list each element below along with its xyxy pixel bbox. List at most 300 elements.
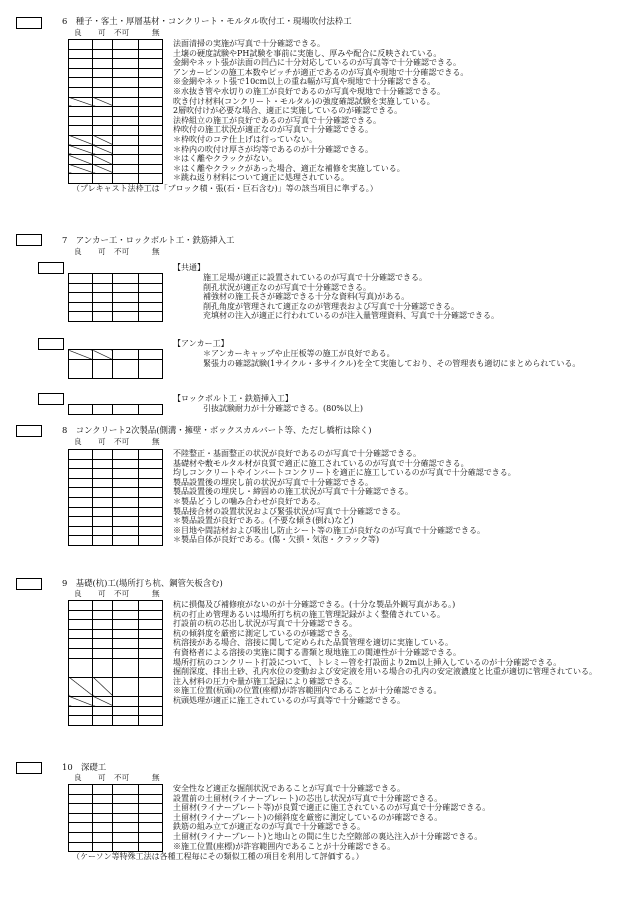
rating-cell-fuka[interactable] (113, 145, 139, 155)
rating-cell-ryo[interactable] (69, 59, 93, 69)
rating-cell-ryo[interactable] (69, 620, 93, 630)
rating-cell-ka[interactable] (93, 785, 113, 795)
checklist-item: 注入材料の圧力や量が施工記録により確認できる。 (173, 676, 357, 686)
col-header-ka: 可 (98, 773, 106, 782)
rating-cell-fuka[interactable] (113, 126, 139, 136)
rating-cell-mu[interactable] (139, 832, 163, 842)
rating-cell-mu[interactable] (139, 677, 163, 696)
rating-cell-ryo[interactable] (69, 601, 93, 611)
rating-row (69, 135, 163, 145)
rating-cell-mu[interactable] (139, 497, 163, 507)
rating-cell-fuka[interactable] (113, 359, 139, 378)
rating-cell-ryo[interactable] (69, 312, 93, 322)
rating-cell-ka[interactable] (93, 813, 113, 823)
col-header-fuka: 不可 (114, 437, 130, 446)
rating-cell-ka[interactable] (93, 40, 113, 50)
rating-row (69, 716, 163, 726)
rating-cell-mu[interactable] (139, 469, 163, 479)
rating-cell-fuka[interactable] (113, 813, 139, 823)
section-6-rating-grid[interactable] (68, 39, 163, 184)
rating-cell-fuka[interactable] (113, 526, 139, 536)
rating-cell-fuka[interactable] (113, 677, 139, 696)
col-header-mu: 無 (152, 247, 160, 256)
col-header-ka: 可 (98, 28, 106, 37)
rating-cell-ryo[interactable] (69, 87, 93, 97)
rating-cell-mu[interactable] (139, 293, 163, 303)
rating-cell-fuka[interactable] (113, 823, 139, 833)
checklist-item: 設置前の土留材(ライナープレート)の芯出し状況が写真で十分確認できる。 (173, 793, 443, 803)
rating-cell-ryo[interactable] (69, 706, 93, 716)
rating-cell-ryo[interactable] (69, 658, 93, 677)
checklist-item: ※目地や間詰材および吸出し防止シート等の施工が良好なのが写真で十分確認できる。 (173, 525, 485, 535)
rating-row (69, 283, 163, 293)
rating-cell-ryo[interactable] (69, 174, 93, 184)
rating-cell-mu[interactable] (139, 274, 163, 284)
rating-cell-ryo[interactable] (69, 155, 93, 165)
checklist-item: 緊張力の確認試験(1サイクル・多サイクル)を全て実施しており、その管理表も適切にまとめられている。 (203, 358, 581, 368)
rating-cell-ka[interactable] (93, 794, 113, 804)
rating-cell-fuka[interactable] (113, 601, 139, 611)
section-7-rockbolt-label: 【ロックボルト工・鉄筋挿入工】 (173, 394, 293, 403)
rating-cell-mu[interactable] (139, 350, 163, 360)
rating-cell-mu[interactable] (139, 648, 163, 658)
rating-cell-fuka[interactable] (113, 629, 139, 639)
rating-cell-ka[interactable] (93, 302, 113, 312)
checklist-item: 製品接合材の設置状況および緊張状況が写真で十分確認できる。 (173, 506, 405, 516)
rating-cell-fuka[interactable] (113, 87, 139, 97)
rating-cell-fuka[interactable] (113, 40, 139, 50)
rating-cell-ryo[interactable] (69, 610, 93, 620)
rating-cell-fuka[interactable] (113, 648, 139, 658)
rating-cell-mu[interactable] (139, 478, 163, 488)
rating-cell-ryo[interactable] (69, 459, 93, 469)
rating-cell-ryo[interactable] (69, 507, 93, 517)
section-9-rating-grid[interactable] (68, 600, 163, 726)
rating-cell-ka[interactable] (93, 405, 113, 415)
checklist-item: 均しコンクリートやインバートコンクリートを適正に施工しているのが写真で十分確認できる。 (173, 468, 516, 478)
section-6-items (173, 39, 468, 183)
rating-cell-ka[interactable] (93, 116, 113, 126)
rating-cell-fuka[interactable] (113, 497, 139, 507)
rating-cell-mu[interactable] (139, 706, 163, 716)
checklist-item: 引抜試験耐力が十分確認できる。(80%以上) (203, 404, 364, 413)
rating-cell-ka[interactable] (93, 312, 113, 322)
rating-cell-fuka[interactable] (113, 97, 139, 107)
rating-cell-mu[interactable] (139, 116, 163, 126)
rating-cell-ryo[interactable] (69, 832, 93, 842)
checklist-item: ＊枠吹付のコテ仕上げは行っていない。 (173, 134, 317, 144)
rating-cell-ryo[interactable] (69, 517, 93, 527)
rating-cell-ka[interactable] (93, 804, 113, 814)
rating-cell-fuka[interactable] (113, 283, 139, 293)
section-7-rockbolt-box[interactable] (38, 393, 64, 405)
rating-row (69, 517, 163, 527)
rating-cell-ka[interactable] (93, 107, 113, 117)
rating-cell-fuka[interactable] (113, 49, 139, 59)
rating-row (69, 78, 163, 88)
rating-cell-fuka[interactable] (113, 696, 139, 706)
rating-cell-fuka[interactable] (113, 794, 139, 804)
rating-cell-ka[interactable] (93, 507, 113, 517)
rating-row (69, 68, 163, 78)
rating-cell-mu[interactable] (139, 488, 163, 498)
rating-cell-ryo[interactable] (69, 49, 93, 59)
checklist-item: 製品設置後の埋戻し前の状況が写真で十分確認できる。 (173, 477, 373, 487)
rating-cell-ryo[interactable] (69, 405, 93, 415)
rating-cell-mu[interactable] (139, 629, 163, 639)
rating-cell-mu[interactable] (139, 145, 163, 155)
rating-cell-ka[interactable] (93, 610, 113, 620)
rating-cell-ryo[interactable] (69, 293, 93, 303)
rating-row (69, 350, 163, 360)
rating-cell-ka[interactable] (93, 478, 113, 488)
rating-cell-ryo[interactable] (69, 648, 93, 658)
rating-cell-mu[interactable] (139, 359, 163, 378)
checklist-item: 安全性など適正な掘削状況であることが写真で十分確認できる。 (173, 784, 405, 793)
rating-cell-mu[interactable] (139, 302, 163, 312)
rating-row (69, 107, 163, 117)
rating-cell-ryo[interactable] (69, 97, 93, 107)
rating-cell-ryo[interactable] (69, 804, 93, 814)
rating-cell-fuka[interactable] (113, 59, 139, 69)
rating-cell-mu[interactable] (139, 59, 163, 69)
checklist-item: 充填材の注入が適正に行われているのが注入量管理資料、写真で十分確認できる。 (203, 311, 499, 321)
rating-cell-ka[interactable] (93, 658, 113, 677)
section-10-score-box[interactable] (16, 762, 42, 774)
rating-cell-ka[interactable] (93, 164, 113, 174)
rating-cell-ka[interactable] (93, 497, 113, 507)
rating-cell-mu[interactable] (139, 459, 163, 469)
rating-cell-mu[interactable] (139, 40, 163, 50)
rating-cell-mu[interactable] (139, 785, 163, 795)
rating-cell-ka[interactable] (93, 68, 113, 78)
checklist-item: ＊製品自体が良好である。(傷・欠損・気泡・クラック等) (173, 535, 380, 545)
rating-row (69, 40, 163, 50)
rating-cell-ryo[interactable] (69, 478, 93, 488)
rating-cell-fuka[interactable] (113, 488, 139, 498)
rating-cell-fuka[interactable] (113, 517, 139, 527)
rating-cell-mu[interactable] (139, 78, 163, 88)
rating-cell-mu[interactable] (139, 696, 163, 706)
rating-cell-ryo[interactable] (69, 497, 93, 507)
section-7-anchor-box[interactable] (38, 338, 64, 350)
rating-row (69, 405, 163, 415)
rating-cell-fuka[interactable] (113, 274, 139, 284)
rating-cell-fuka[interactable] (113, 68, 139, 78)
rating-cell-mu[interactable] (139, 526, 163, 536)
rating-cell-mu[interactable] (139, 610, 163, 620)
rating-row (69, 696, 163, 706)
rating-cell-ryo[interactable] (69, 68, 93, 78)
checklist-item: 杭に損傷及び補修痕がないのが十分確認できる。(十分な製品外観写真がある。) (173, 600, 456, 609)
rating-cell-ka[interactable] (93, 59, 113, 69)
rating-cell-ryo[interactable] (69, 145, 93, 155)
rating-cell-ka[interactable] (93, 359, 113, 378)
checklist-item: 掘削深度、排出土砂、孔内水位の変動および安定液を用いる場合の孔内の安定液濃度と比重が適切に管理されている。 (173, 667, 597, 677)
checklist-item: 吹き付け材料(コンクリート・モルタル)の強度確認試験を実施している。 (173, 96, 435, 106)
rating-cell-ryo[interactable] (69, 716, 93, 726)
rating-cell-ryo[interactable] (69, 78, 93, 88)
section-9-score-box[interactable] (16, 578, 42, 590)
rating-cell-mu[interactable] (139, 107, 163, 117)
section-10-title: 10 深礎工 (62, 762, 107, 772)
rating-cell-fuka[interactable] (113, 620, 139, 630)
rating-cell-ryo[interactable] (69, 536, 93, 546)
rating-cell-mu[interactable] (139, 842, 163, 852)
rating-cell-ka[interactable] (93, 601, 113, 611)
section-6-score-box[interactable] (16, 17, 42, 29)
rating-cell-ka[interactable] (93, 350, 113, 360)
rating-cell-ka[interactable] (93, 78, 113, 88)
section-6-note: （プレキャスト法枠工は「ブロック積・張(石・巨石含む)」等の該当項目に準ずる。） (72, 184, 378, 193)
section-7-anchor-items (203, 349, 630, 368)
rating-cell-fuka[interactable] (113, 832, 139, 842)
checklist-item: 不陸整正・基面整正の状況が良好であるのが写真で十分確認できる。 (173, 449, 421, 458)
rating-cell-fuka[interactable] (113, 405, 139, 415)
rating-cell-mu[interactable] (139, 68, 163, 78)
checklist-item: 削孔角度が管理されて適正なのが管理表および写真で十分確認できる。 (203, 301, 459, 311)
rating-cell-mu[interactable] (139, 97, 163, 107)
rating-row (69, 155, 163, 165)
rating-cell-ka[interactable] (93, 517, 113, 527)
rating-cell-mu[interactable] (139, 536, 163, 546)
section-7-common-items (203, 273, 499, 321)
rating-cell-ka[interactable] (93, 283, 113, 293)
rating-cell-ka[interactable] (93, 174, 113, 184)
section-7-score-box[interactable] (16, 234, 42, 246)
checklist-item: 杭の傾斜度を厳密に測定しているのが確認できる。 (173, 628, 357, 638)
rating-cell-ryo[interactable] (69, 274, 93, 284)
rating-cell-ryo[interactable] (69, 813, 93, 823)
section-8-score-box[interactable] (16, 425, 42, 437)
rating-cell-mu[interactable] (139, 716, 163, 726)
col-header-fuka: 不可 (114, 589, 130, 598)
rating-cell-fuka[interactable] (113, 164, 139, 174)
rating-cell-fuka[interactable] (113, 610, 139, 620)
rating-cell-ka[interactable] (93, 145, 113, 155)
rating-cell-ka[interactable] (93, 97, 113, 107)
rating-cell-ryo[interactable] (69, 469, 93, 479)
rating-row (69, 302, 163, 312)
section-7-common-grid[interactable] (68, 273, 163, 322)
col-header-ryo: 良 (74, 589, 82, 598)
rating-cell-fuka[interactable] (113, 302, 139, 312)
rating-cell-ka[interactable] (93, 536, 113, 546)
rating-cell-fuka[interactable] (113, 804, 139, 814)
rating-cell-ka[interactable] (93, 696, 113, 706)
rating-cell-ka[interactable] (93, 155, 113, 165)
rating-cell-ka[interactable] (93, 135, 113, 145)
rating-cell-ka[interactable] (93, 832, 113, 842)
rating-cell-mu[interactable] (139, 283, 163, 293)
rating-cell-fuka[interactable] (113, 785, 139, 795)
checklist-item: ※水抜き管や水切りの施工が良好であるのが写真や現地で十分確認できる。 (173, 86, 445, 96)
rating-cell-mu[interactable] (139, 312, 163, 322)
rating-cell-ryo[interactable] (69, 283, 93, 293)
checklist-item: ※金網やネット張で10cm以上の重ね幅が写真や現地で十分確認できる。 (173, 77, 436, 87)
rating-row (69, 145, 163, 155)
rating-cell-ka[interactable] (93, 823, 113, 833)
rating-row (69, 842, 163, 852)
checklist-item: 基礎材や敷モルタル材が良質で適正に施工されているのが写真で十分確認できる。 (173, 458, 469, 468)
rating-cell-fuka[interactable] (113, 706, 139, 716)
rating-cell-ka[interactable] (93, 677, 113, 696)
checklist-item: 土留材(ライナープレート)の傾斜度を厳密に測定しているのが確認できる。 (173, 812, 443, 822)
rating-cell-ka[interactable] (93, 87, 113, 97)
section-8-rating-grid[interactable] (68, 449, 163, 546)
rating-cell-ryo[interactable] (69, 526, 93, 536)
rating-row (69, 97, 163, 107)
checklist-item: 土留材(ライナープレート等)が良質で適正に施工されているのが写真で十分確認できる。 (173, 803, 491, 813)
checklist-item: 土壌の硬度試験やPH試験を事前に実施し、厚みや配合に反映されている。 (173, 48, 442, 58)
section-7-anchor-label: 【アンカー工】 (173, 339, 229, 348)
rating-cell-mu[interactable] (139, 164, 163, 174)
rating-cell-fuka[interactable] (113, 350, 139, 360)
rating-cell-ryo[interactable] (69, 785, 93, 795)
rating-cell-mu[interactable] (139, 174, 163, 184)
section-7-rockbolt-grid[interactable] (68, 404, 163, 415)
rating-cell-fuka[interactable] (113, 536, 139, 546)
rating-cell-ryo[interactable] (69, 135, 93, 145)
rating-cell-fuka[interactable] (113, 507, 139, 517)
rating-row (69, 804, 163, 814)
checklist-item: ＊はく離やクラックがあった場合、適正な補修を実施している。 (173, 163, 405, 173)
rating-cell-mu[interactable] (139, 823, 163, 833)
rating-cell-ryo[interactable] (69, 823, 93, 833)
checklist-item: 枠吹付の施工状況が適正なのが写真で十分確認できる。 (173, 125, 373, 135)
rating-cell-fuka[interactable] (113, 155, 139, 165)
rating-cell-fuka[interactable] (113, 116, 139, 126)
rating-cell-ryo[interactable] (69, 488, 93, 498)
rating-row (69, 832, 163, 842)
rating-cell-mu[interactable] (139, 804, 163, 814)
col-header-ryo: 良 (74, 247, 82, 256)
rating-cell-mu[interactable] (139, 517, 163, 527)
rating-cell-ka[interactable] (93, 648, 113, 658)
rating-cell-fuka[interactable] (113, 312, 139, 322)
rating-cell-ryo[interactable] (69, 677, 93, 696)
rating-cell-fuka[interactable] (113, 174, 139, 184)
rating-cell-ka[interactable] (93, 639, 113, 649)
rating-cell-ka[interactable] (93, 716, 113, 726)
checklist-item: ＊製品どうしの噛み合わせが良好である。 (173, 496, 325, 506)
rating-cell-fuka[interactable] (113, 842, 139, 852)
checklist-item: 土留材(ライナープレート)と地山との間に生じた空隙部の裏込注入が十分確認できる。 (173, 831, 483, 841)
rating-row (69, 639, 163, 649)
col-header-mu: 無 (152, 437, 160, 446)
rating-cell-fuka[interactable] (113, 478, 139, 488)
rating-cell-mu[interactable] (139, 135, 163, 145)
rating-row (69, 785, 163, 795)
rating-cell-fuka[interactable] (113, 459, 139, 469)
rating-cell-fuka[interactable] (113, 639, 139, 649)
rating-cell-mu[interactable] (139, 658, 163, 677)
rating-cell-ryo[interactable] (69, 116, 93, 126)
rating-cell-ryo[interactable] (69, 302, 93, 312)
rating-cell-mu[interactable] (139, 639, 163, 649)
rating-cell-ryo[interactable] (69, 350, 93, 360)
rating-cell-ka[interactable] (93, 459, 113, 469)
rating-row (69, 459, 163, 469)
rating-cell-ka[interactable] (93, 274, 113, 284)
rating-cell-ryo[interactable] (69, 359, 93, 378)
rating-row (69, 601, 163, 611)
rating-cell-ryo[interactable] (69, 107, 93, 117)
rating-cell-mu[interactable] (139, 87, 163, 97)
section-7-anchor-grid[interactable] (68, 349, 163, 379)
rating-cell-ka[interactable] (93, 488, 113, 498)
rating-row (69, 312, 163, 322)
rating-cell-fuka[interactable] (113, 78, 139, 88)
rating-cell-ryo[interactable] (69, 696, 93, 706)
rating-cell-ka[interactable] (93, 629, 113, 639)
rating-cell-ka[interactable] (93, 293, 113, 303)
rating-cell-fuka[interactable] (113, 450, 139, 460)
rating-cell-ka[interactable] (93, 620, 113, 630)
section-10-rating-grid[interactable] (68, 784, 163, 852)
rating-row (69, 658, 163, 677)
rating-cell-ka[interactable] (93, 706, 113, 716)
rating-cell-mu[interactable] (139, 405, 163, 415)
rating-row (69, 126, 163, 136)
section-7-title: 7 アンカー工・ロックボルト工・鉄筋挿入工 (62, 235, 235, 245)
rating-cell-fuka[interactable] (113, 135, 139, 145)
rating-row (69, 507, 163, 517)
col-header-ka: 可 (98, 589, 106, 598)
rating-cell-ka[interactable] (93, 450, 113, 460)
rating-cell-fuka[interactable] (113, 107, 139, 117)
rating-cell-ka[interactable] (93, 126, 113, 136)
rating-cell-fuka[interactable] (113, 716, 139, 726)
rating-cell-mu[interactable] (139, 450, 163, 460)
rating-cell-ka[interactable] (93, 469, 113, 479)
col-header-ka: 可 (98, 247, 106, 256)
checklist-item: 鉄筋の組み立てが適正なのが写真で十分確認できる。 (173, 822, 365, 832)
checklist-item: 有資格者による溶接の実施に関する書類と現地施工の関連性が十分確認できる。 (173, 647, 461, 657)
rating-cell-mu[interactable] (139, 813, 163, 823)
rating-cell-fuka[interactable] (113, 469, 139, 479)
rating-cell-mu[interactable] (139, 620, 163, 630)
rating-cell-ryo[interactable] (69, 40, 93, 50)
checklist-item: 2層吹付けが必要な場合、適正に実施しているのが確認できる。 (173, 106, 403, 116)
col-header-mu: 無 (152, 589, 160, 598)
col-header-mu: 無 (152, 773, 160, 782)
rating-cell-mu[interactable] (139, 794, 163, 804)
rating-cell-ryo[interactable] (69, 629, 93, 639)
rating-cell-ka[interactable] (93, 842, 113, 852)
rating-cell-ryo[interactable] (69, 794, 93, 804)
section-7-common-box[interactable] (38, 262, 64, 274)
rating-cell-ryo[interactable] (69, 164, 93, 174)
rating-cell-ryo[interactable] (69, 842, 93, 852)
checklist-item: 打設前の杭の芯出し状況が写真で十分確認できる。 (173, 619, 357, 629)
section-10-note: （ケーソン等特殊工法は各種工程毎にその類似工種の項目を利用して評価する。） (72, 852, 364, 861)
rating-cell-mu[interactable] (139, 49, 163, 59)
rating-cell-mu[interactable] (139, 601, 163, 611)
rating-cell-ka[interactable] (93, 49, 113, 59)
rating-cell-ryo[interactable] (69, 450, 93, 460)
rating-row (69, 629, 163, 639)
rating-cell-fuka[interactable] (113, 658, 139, 677)
rating-cell-mu[interactable] (139, 507, 163, 517)
rating-cell-ryo[interactable] (69, 639, 93, 649)
rating-cell-mu[interactable] (139, 155, 163, 165)
rating-cell-ryo[interactable] (69, 126, 93, 136)
rating-cell-fuka[interactable] (113, 293, 139, 303)
col-header-ryo: 良 (74, 773, 82, 782)
rating-cell-mu[interactable] (139, 126, 163, 136)
rating-cell-ka[interactable] (93, 526, 113, 536)
